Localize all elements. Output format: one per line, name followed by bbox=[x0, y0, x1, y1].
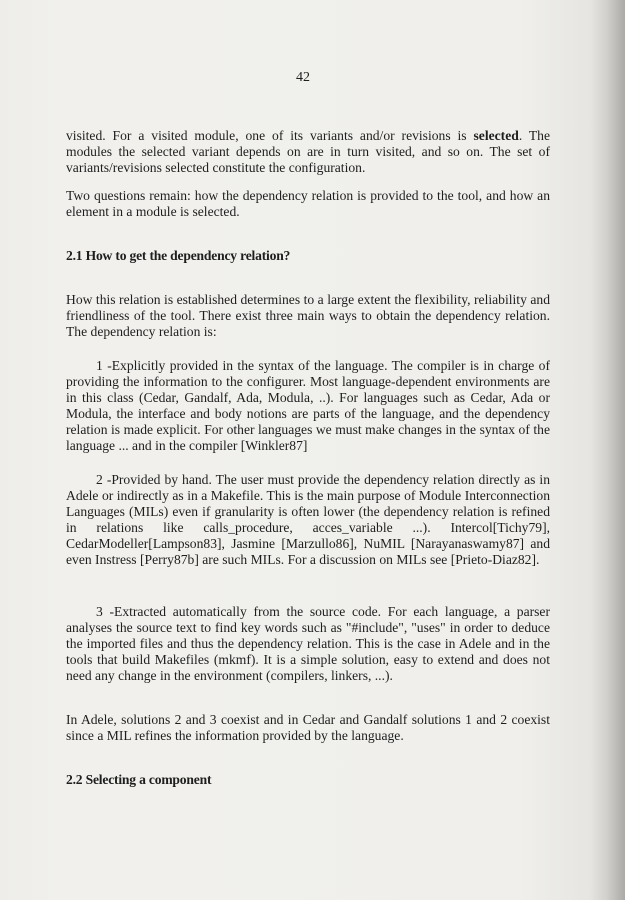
page-edge-shadow bbox=[607, 0, 625, 900]
page-number: 42 bbox=[296, 70, 310, 85]
paragraph-by-hand: 2 -Provided by hand. The user must provide the dependency relation directly as in Adele or indirectly as in a Makefile. This is the main purpose of Module Interconnection Languages (MILs) even if granularity is often lower (the dependency relation is refined in relations like calls_procedure, acces_variable ...). Intercol[Tichy79], CedarModeller[Lampson83], Jasmine [Marzullo86], NuMIL [Narayanaswamy87] and even Instress [Perry87b] are such MILs. For a discussion on MILs see [Prieto-Diaz82]. bbox=[66, 472, 550, 567]
selected-term: selected bbox=[473, 128, 519, 143]
paragraph-explicit: 1 -Explicitly provided in the syntax of the language. The compiler is in charge of providing the information to the configurer. Most language-dependent environments are in this class (Cedar, Gandalf, Ada, Modula, ..). For languages such as Cedar, Ada or Modula, the interface and body notions are parts of the language, and the dependency relation is made explicit. For other languages we must make changes in the syntax of the language ... and in the compiler [Winkler87] bbox=[66, 358, 550, 453]
section-heading-2-1: 2.1 How to get the dependency relation? bbox=[66, 248, 291, 263]
paragraph-visited-text-start: visited. For a visited module, one of its variants and/or revisions is bbox=[66, 128, 474, 143]
paragraph-relation-intro: How this relation is established determines to a large extent the flexibility, reliability and friendliness of the tool. There exist three main ways to obtain the dependency relation. The dependency relation is: bbox=[66, 292, 550, 339]
paragraph-visited bbox=[66, 128, 550, 176]
paragraph-extracted: 3 -Extracted automatically from the source code. For each language, a parser analyses the source text to find key words such as "#include", "uses" in order to deduce the imported files and thus the dependency relation. This is the case in Adele and in the tools that build Makefiles (mkmf). It is a simple solution, easy to extend and does not need any change in the environment (compilers, linkers, ...). bbox=[66, 604, 550, 683]
paragraph-two-questions: Two questions remain: how the dependency relation is provided to the tool, and how an element in a module is selected. bbox=[66, 188, 550, 219]
paragraph-adele: In Adele, solutions 2 and 3 coexist and in Cedar and Gandalf solutions 1 and 2 coexist since a MIL refines the information provided by the language. bbox=[66, 712, 550, 743]
paragraph-visited-text-end: . The modules the selected variant depends on are in turn visited, and so on. The set of variants/revisions selected constitute the configuration. bbox=[66, 128, 551, 175]
section-heading-2-2: 2.2 Selecting a component bbox=[66, 772, 212, 787]
